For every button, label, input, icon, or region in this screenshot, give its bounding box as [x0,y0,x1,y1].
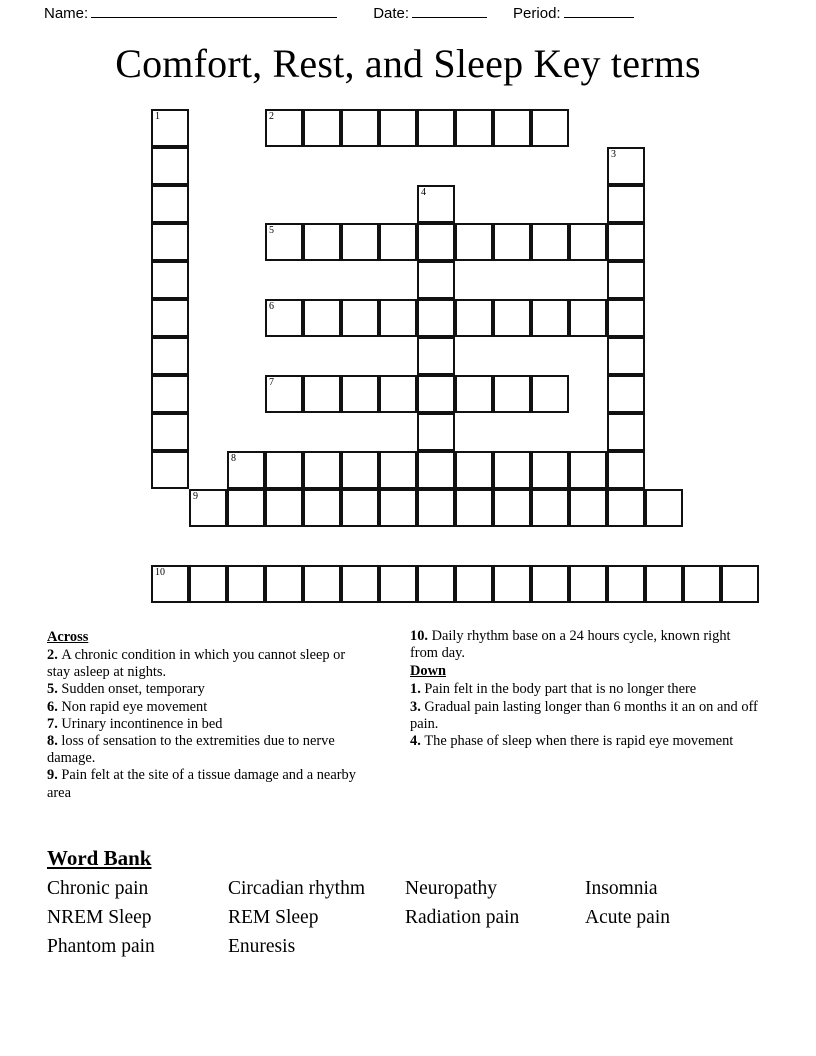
clue-number: 9. [47,767,62,784]
period-field [513,3,634,22]
crossword-cell[interactable] [569,223,607,261]
crossword-cell[interactable] [151,337,189,375]
crossword-cell-number: 4 [421,187,426,198]
crossword-cell[interactable] [227,565,265,603]
crossword-cell[interactable] [189,565,227,603]
crossword-cell[interactable] [493,299,531,337]
crossword-cell[interactable] [607,185,645,223]
word-bank-row [47,903,765,932]
crossword-cell[interactable] [341,223,379,261]
word-bank-word[interactable]: REM Sleep [228,907,319,928]
crossword-cell[interactable] [341,299,379,337]
name-label: Name: [44,5,89,22]
word-bank-word[interactable]: Acute pain [585,907,671,928]
crossword-cell[interactable] [265,375,303,413]
crossword-cell[interactable] [607,451,645,489]
crossword-cell-number: 8 [231,453,236,464]
crossword-cell[interactable] [607,261,645,299]
clue-text: Sudden onset, temporary [61,681,205,698]
crossword-cell[interactable] [607,223,645,261]
crossword-cell[interactable] [683,565,721,603]
crossword-cell[interactable] [265,299,303,337]
crossword-cell[interactable] [341,375,379,413]
clue-item [410,681,758,698]
crossword-cell[interactable] [303,375,341,413]
word-bank-title: Word Bank [47,846,152,870]
crossword-cell[interactable] [379,489,417,527]
clue-text: Gradual pain lasting longer than 6 months it an on and off pain. [410,698,758,732]
crossword-cell[interactable] [417,185,455,223]
clues-column-left [47,628,367,802]
crossword-cell[interactable] [265,109,303,147]
crossword-cell[interactable] [531,489,569,527]
word-bank-word[interactable]: Enuresis [228,936,296,957]
crossword-cell[interactable] [227,451,265,489]
crossword-cell[interactable] [531,375,569,413]
word-bank-word[interactable]: Neuropathy [405,878,498,899]
crossword-cell[interactable] [493,489,531,527]
crossword-cell[interactable] [265,451,303,489]
crossword-cell[interactable] [151,223,189,261]
crossword-cell[interactable] [607,375,645,413]
crossword-cell[interactable] [379,223,417,261]
crossword-cell[interactable] [569,489,607,527]
clue-text: Urinary incontinence in bed [61,715,223,732]
crossword-cell[interactable] [417,451,455,489]
crossword-cell-number: 10 [155,567,165,578]
clue-item [410,733,758,750]
clue-number: 6. [47,698,62,715]
crossword-cell[interactable] [417,299,455,337]
clue-item [410,628,758,662]
word-bank-word[interactable]: Insomnia [585,878,658,899]
crossword-cell[interactable] [151,147,189,185]
word-bank-word[interactable]: Circadian rhythm [228,878,366,899]
crossword-cell[interactable] [455,375,493,413]
clue-item [47,699,367,716]
word-bank-word[interactable]: NREM Sleep [47,907,152,928]
crossword-cell[interactable] [607,147,645,185]
crossword-cell[interactable] [455,451,493,489]
crossword-cell[interactable] [531,223,569,261]
crossword-cell[interactable] [493,451,531,489]
crossword-cell[interactable] [265,489,303,527]
crossword-cell-number: 3 [611,149,616,160]
crossword-cell[interactable] [379,299,417,337]
clue-item [47,716,367,733]
word-bank-table [47,874,765,961]
across-heading: Across [47,629,89,645]
crossword-cell-number: 5 [269,225,274,236]
word-bank-empty [585,932,765,961]
crossword-cell[interactable] [151,261,189,299]
crossword-cell-number: 7 [269,377,274,388]
period-label: Period: [513,5,561,22]
clue-item [47,767,367,801]
clue-item [47,681,367,698]
crossword-cell[interactable] [493,223,531,261]
crossword-cell[interactable] [607,413,645,451]
word-bank-row [47,874,765,903]
crossword-cell[interactable] [417,489,455,527]
crossword-cell[interactable] [455,109,493,147]
clue-item [410,699,758,733]
crossword-cell[interactable] [455,223,493,261]
crossword-cell[interactable] [341,109,379,147]
clue-number: 4. [410,733,425,750]
crossword-cell[interactable] [569,565,607,603]
crossword-cell[interactable] [607,489,645,527]
crossword-cell[interactable] [417,375,455,413]
crossword-cell[interactable] [151,185,189,223]
crossword-cell[interactable] [265,223,303,261]
crossword-cell-number: 6 [269,301,274,312]
crossword-cell[interactable] [417,261,455,299]
date-field [373,3,487,22]
clue-number: 10. [410,628,432,644]
crossword-cell[interactable] [265,565,303,603]
down-heading: Down [410,663,446,680]
date-label: Date: [373,5,410,22]
period-blank-line[interactable] [564,3,634,18]
crossword-cell[interactable] [569,299,607,337]
clue-item [47,647,367,681]
word-bank-row [47,932,765,961]
crossword-cell[interactable] [493,375,531,413]
crossword-cell[interactable] [493,109,531,147]
crossword-cell[interactable] [417,413,455,451]
crossword-cell[interactable] [189,489,227,527]
crossword-cell[interactable] [151,565,189,603]
crossword-cell[interactable] [379,375,417,413]
clue-number: 8. [47,733,62,750]
crossword-cell[interactable] [379,565,417,603]
crossword-cell[interactable] [607,299,645,337]
clues-section [0,628,816,828]
crossword-cell[interactable] [151,299,189,337]
crossword-cell[interactable] [645,565,683,603]
crossword-cell[interactable] [417,109,455,147]
date-blank-line[interactable] [412,3,487,18]
crossword-cell[interactable] [303,109,341,147]
crossword-cell[interactable] [607,337,645,375]
worksheet-header [0,0,816,26]
crossword-cell[interactable] [303,489,341,527]
crossword-cell[interactable] [151,375,189,413]
crossword-cell[interactable] [151,413,189,451]
crossword-cell[interactable] [303,223,341,261]
crossword-cell[interactable] [303,299,341,337]
clue-number: 2. [47,647,62,663]
crossword-cell[interactable] [151,109,189,147]
crossword-cell-number: 1 [155,111,160,122]
crossword-cell[interactable] [645,489,683,527]
crossword-cell[interactable] [531,299,569,337]
clue-number: 5. [47,681,62,698]
crossword-cell[interactable] [379,451,417,489]
clues-column-right [410,628,758,750]
clue-text: loss of sensation to the extremities due to nerve damage. [47,733,335,767]
crossword-cell[interactable] [455,489,493,527]
crossword-cell[interactable] [227,489,265,527]
crossword-cell[interactable] [417,565,455,603]
clue-number: 1. [410,681,425,698]
clue-text: Daily rhythm base on a 24 hours cycle, known right from day. [410,628,731,662]
crossword-cell[interactable] [417,337,455,375]
clue-number: 3. [410,698,425,715]
word-bank-word[interactable]: Chronic pain [47,878,149,899]
crossword-cell[interactable] [455,299,493,337]
page-title: Comfort, Rest, and Sleep Key terms [115,41,701,86]
crossword-cell[interactable] [341,565,379,603]
crossword-cell[interactable] [607,565,645,603]
crossword-cell[interactable] [721,565,759,603]
crossword-cell[interactable] [341,451,379,489]
word-bank-empty [405,932,585,961]
crossword-cell[interactable] [341,489,379,527]
crossword-cell[interactable] [531,565,569,603]
crossword-cell-number: 2 [269,111,274,122]
name-field [44,3,337,22]
crossword-cell[interactable] [379,109,417,147]
crossword-cell[interactable] [531,451,569,489]
crossword-cell[interactable] [417,223,455,261]
name-blank-line[interactable] [91,3,337,18]
clue-text: The phase of sleep when there is rapid eye movement [424,733,734,750]
crossword-cell[interactable] [569,451,607,489]
clue-text: A chronic condition in which you cannot sleep or stay asleep at nights. [47,647,346,681]
crossword-cell[interactable] [303,565,341,603]
word-bank-word[interactable]: Phantom pain [47,936,155,957]
crossword-cell[interactable] [531,109,569,147]
crossword-cell-number: 9 [193,491,198,502]
crossword-cell[interactable] [303,451,341,489]
word-bank-word[interactable]: Radiation pain [405,907,520,928]
clue-text: Pain felt in the body part that is no longer there [424,681,697,698]
crossword-cell[interactable] [493,565,531,603]
crossword-cell[interactable] [151,451,189,489]
crossword-cell[interactable] [455,565,493,603]
clue-text: Pain felt at the site of a tissue damage and a nearby area [47,767,356,801]
clue-item [47,733,367,767]
clue-number: 7. [47,715,62,732]
word-bank-section [47,845,777,961]
clue-text: Non rapid eye movement [61,698,208,715]
